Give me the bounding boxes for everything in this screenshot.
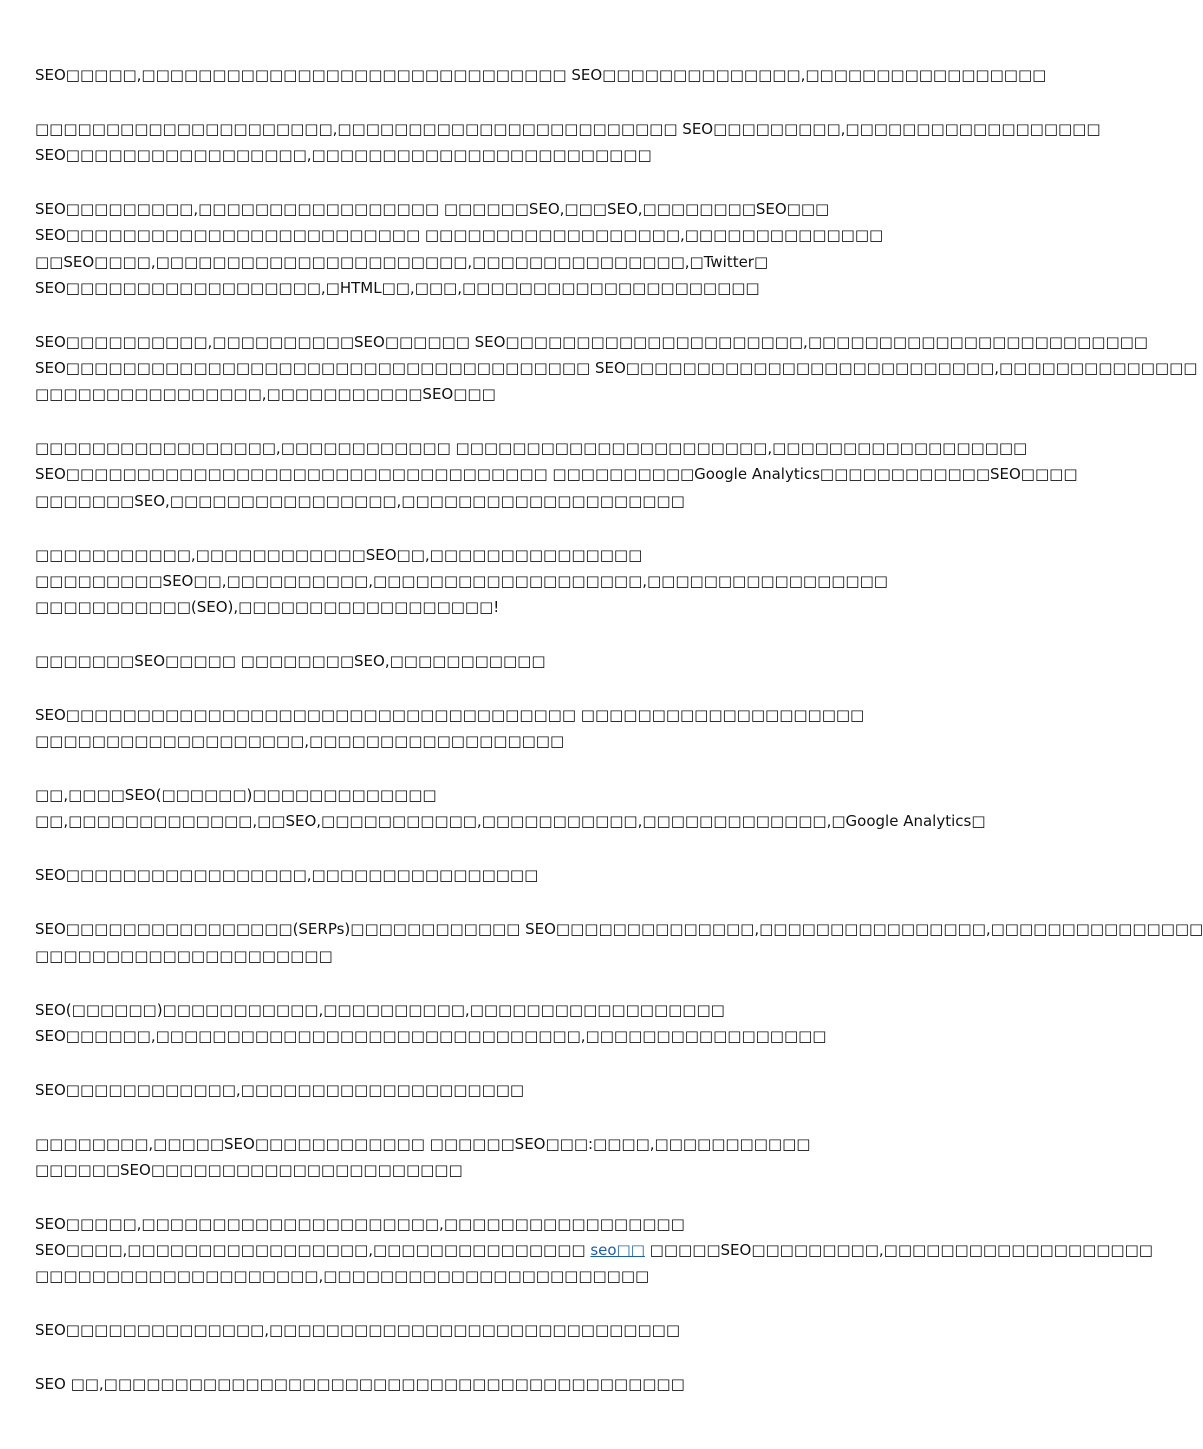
- paragraph: [35, 435, 1078, 514]
- paragraph: [35, 916, 1203, 968]
- text-line: SEO□□□□□□□□□□□□□□□□□□,□HTML□□,□□□,□□□□□□□□□□□□□□□□□□□□□: [35, 278, 760, 297]
- text-line: □□□□□□□□□□□,□□□□□□□□□□□□SEO□□,□□□□□□□□□□□□□□□: [35, 545, 643, 564]
- paragraph: [35, 702, 994, 754]
- text-line: □□,□□□□SEO(□□□□□□)□□□□□□□□□□□□□: [35, 786, 437, 805]
- paragraph: [35, 542, 994, 621]
- paragraph: [35, 1211, 1153, 1290]
- text-line: SEO□□□□□,□□□□□□□□□□□□□□□□□□□□□,□□□□□□□□□□□□□□□□□: [35, 1215, 685, 1234]
- text-line: SEO□□□□□□□□□□□□□□□□□,□□□□□□□□□□□□□□□□□□□□□□□□: [35, 146, 652, 165]
- text-line: □□□□□□□□,□□□□□SEO□□□□□□□□□□□□ □□□□□□SEO□□□:□□□□,□□□□□□□□□□□: [35, 1134, 811, 1153]
- text-line: □□□□□□SEO□□□□□□□□□□□□□□□□□□□□□□: [35, 1161, 463, 1180]
- text-line: □□□□□□□□□□□(SEO),□□□□□□□□□□□□□□□□□□!: [35, 598, 500, 617]
- paragraph: [35, 116, 1101, 168]
- seo-link[interactable]: seo□□: [590, 1241, 645, 1260]
- text-line: SEO□□□□□□,□□□□□□□□□□□□□□□□□□□□□□□□□□□□□□,□□□□□□□□□□□□□□□□□: [35, 1026, 827, 1045]
- text-line: □□□□□□□□□SEO□□,□□□□□□□□□□,□□□□□□□□□□□□□□□□□□□,□□□□□□□□□□□□□□□□□: [35, 571, 888, 590]
- text-line: SEO□□□□□□□□□□□□□□□□□□□□□□□□□□□□□□□□□□ □□□□□□□□□□Google Analytics□□□□□□□□□□□□SEO□□□□: [35, 465, 1078, 484]
- text-line: □□□□□□□□□□□□□□□□□□□□,□□□□□□□□□□□□□□□□□□□□□□□: [35, 1267, 650, 1286]
- text-line: □□□□□□□□□□□□□□□□□□□□□,□□□□□□□□□□□□□□□□□□□□□□□□ SEO□□□□□□□□□,□□□□□□□□□□□□□□□□□□: [35, 120, 1101, 138]
- text-line: SEO□□□□□□□□□□□□□□,□□□□□□□□□□□□□□□□□□□□□□□□□□□□□: [35, 1321, 680, 1340]
- text-line: [35, 1237, 1153, 1263]
- text-line: SEO□□□□□□□□□□□□□□□□□□□□□□□□□□□□□□□□□□□□ □□□□□□□□□□□□□□□□□□□□: [35, 706, 865, 725]
- text-segment: □□□□□SEO□□□□□□□□□,□□□□□□□□□□□□□□□□□□□: [644, 1241, 1153, 1260]
- text-line: SEO□□□□□□□□□,□□□□□□□□□□□□□□□□□ □□□□□□SEO,□□□SEO,□□□□□□□□SEO□□□: [35, 200, 830, 219]
- paragraph: [35, 62, 1047, 88]
- text-line: □□□□□□□SEO,□□□□□□□□□□□□□□□□,□□□□□□□□□□□□□□□□□□□□: [35, 491, 685, 510]
- text-line: SEO□□□□□□□□□□,□□□□□□□□□□SEO□□□□□□ SEO□□□□□□□□□□□□□□□□□□□□□,□□□□□□□□□□□□□□□□□□□□□□□□: [35, 332, 1148, 351]
- text-line: □□□□□□□□□□□□□□□□□□□□□: [35, 946, 333, 965]
- paragraph: [35, 997, 994, 1049]
- paragraph: [35, 862, 994, 888]
- text-segment: SEO□□□□,□□□□□□□□□□□□□□□□□,□□□□□□□□□□□□□□□: [35, 1241, 591, 1260]
- text-line: SEO□□□□□□□□□□□□□□□□□,□□□□□□□□□□□□□□□□: [35, 866, 539, 885]
- paragraph: [35, 1077, 994, 1103]
- text-line: □□SEO□□□□,□□□□□□□□□□□□□□□□□□□□□□,□□□□□□□□□□□□□□□,□Twitter□: [35, 252, 769, 271]
- text-line: □□□□□□□□□□□□□□□□□□□,□□□□□□□□□□□□□□□□□□: [35, 732, 565, 751]
- text-line: SEO□□□□□□□□□□□□,□□□□□□□□□□□□□□□□□□□□: [35, 1080, 525, 1099]
- paragraph: [35, 782, 994, 834]
- text-line: SEO□□□□□□□□□□□□□□□□□□□□□□□□□ □□□□□□□□□□□□□□□□□□,□□□□□□□□□□□□□□: [35, 226, 884, 245]
- paragraph: [35, 196, 994, 301]
- paragraph: [35, 648, 994, 674]
- text-line: SEO□□□□□,□□□□□□□□□□□□□□□□□□□□□□□□□□□□□□ SEO□□□□□□□□□□□□□□,□□□□□□□□□□□□□□□□□: [35, 66, 1047, 84]
- paragraph: [35, 1371, 994, 1397]
- text-line: □□,□□□□□□□□□□□□□,□□SEO,□□□□□□□□□□□,□□□□□□□□□□□,□□□□□□□□□□□□□,□Google Analytics□: [35, 812, 986, 831]
- paragraph: [35, 1131, 994, 1183]
- text-line: □□□□□□□SEO□□□□□ □□□□□□□□SEO,□□□□□□□□□□□: [35, 652, 546, 671]
- text-line: SEO(□□□□□□)□□□□□□□□□□□,□□□□□□□□□□,□□□□□□□□□□□□□□□□□□: [35, 1000, 725, 1019]
- text-line: □□□□□□□□□□□□□□□□,□□□□□□□□□□□SEO□□□: [35, 385, 496, 404]
- text-line: SEO□□□□□□□□□□□□□□□□□□□□□□□□□□□□□□□□□□□□□ SEO□□□□□□□□□□□□□□□□□□□□□□□□□□,□□□□□□□□□□□□□□: [35, 359, 1198, 378]
- text-line: □□□□□□□□□□□□□□□□□,□□□□□□□□□□□□ □□□□□□□□□□□□□□□□□□□□□□,□□□□□□□□□□□□□□□□□□: [35, 439, 1028, 458]
- text-line: SEO□□□□□□□□□□□□□□□□(SERPs)□□□□□□□□□□□□ SEO□□□□□□□□□□□□□□,□□□□□□□□□□□□□□□□,□□□□□□□□□□□□□□□: [35, 920, 1203, 939]
- text-line: SEO □□,□□□□□□□□□□□□□□□□□□□□□□□□□□□□□□□□□□□□□□□□□: [35, 1375, 685, 1394]
- paragraph: [35, 329, 1198, 408]
- paragraph: [35, 1317, 994, 1343]
